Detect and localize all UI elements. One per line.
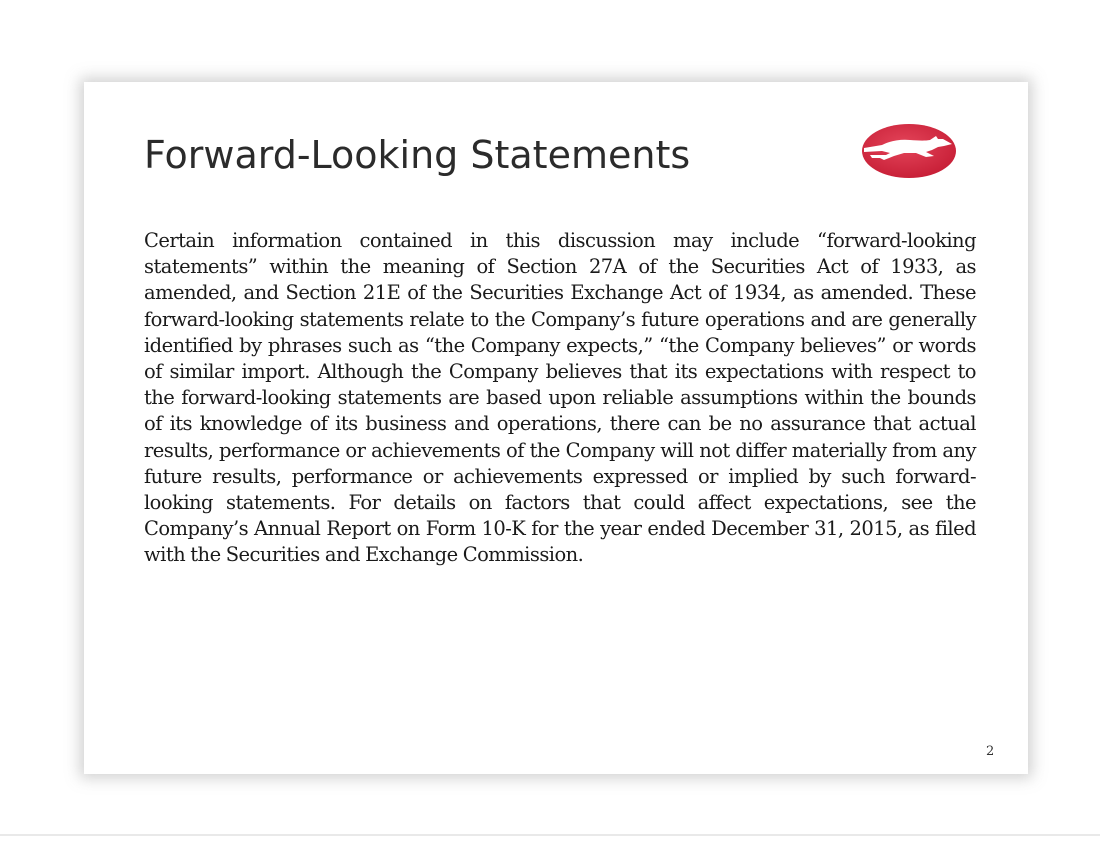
company-logo [860, 122, 958, 180]
slide-title: Forward-Looking Statements [144, 133, 691, 177]
scan-bottom-edge [0, 834, 1100, 836]
page-number: 2 [986, 744, 995, 759]
disclaimer-paragraph: Certain information contained in this discussion may include “forward-looking statements” within the meaning of Section 27A of the Securities Act of 1933, as amended, and Section 21E of the Securities Exchange Act of 1934, as amended. These forward-looking statements relate to the Company’s future operations and are generally identified by phrases such as “the Company expects,” “the Company believes” or words of similar import. Although the Company believes that its expectations with respect to the forward-looking statements are based upon reliable assumptions within the bounds of its knowledge of its business and operations, there can be no assurance that actual results, performance or achievements of the Company will not differ materially from any future results, performance or achievements expressed or implied by such forward-looking statements. For details on factors that could affect expectations, see the Company’s Annual Report on Form 10-K for the year ended December 31, 2015, as filed with the Securities and Exchange Commission. [144, 229, 976, 567]
slide-page [84, 82, 1028, 774]
running-fox-logo-icon [860, 122, 958, 180]
